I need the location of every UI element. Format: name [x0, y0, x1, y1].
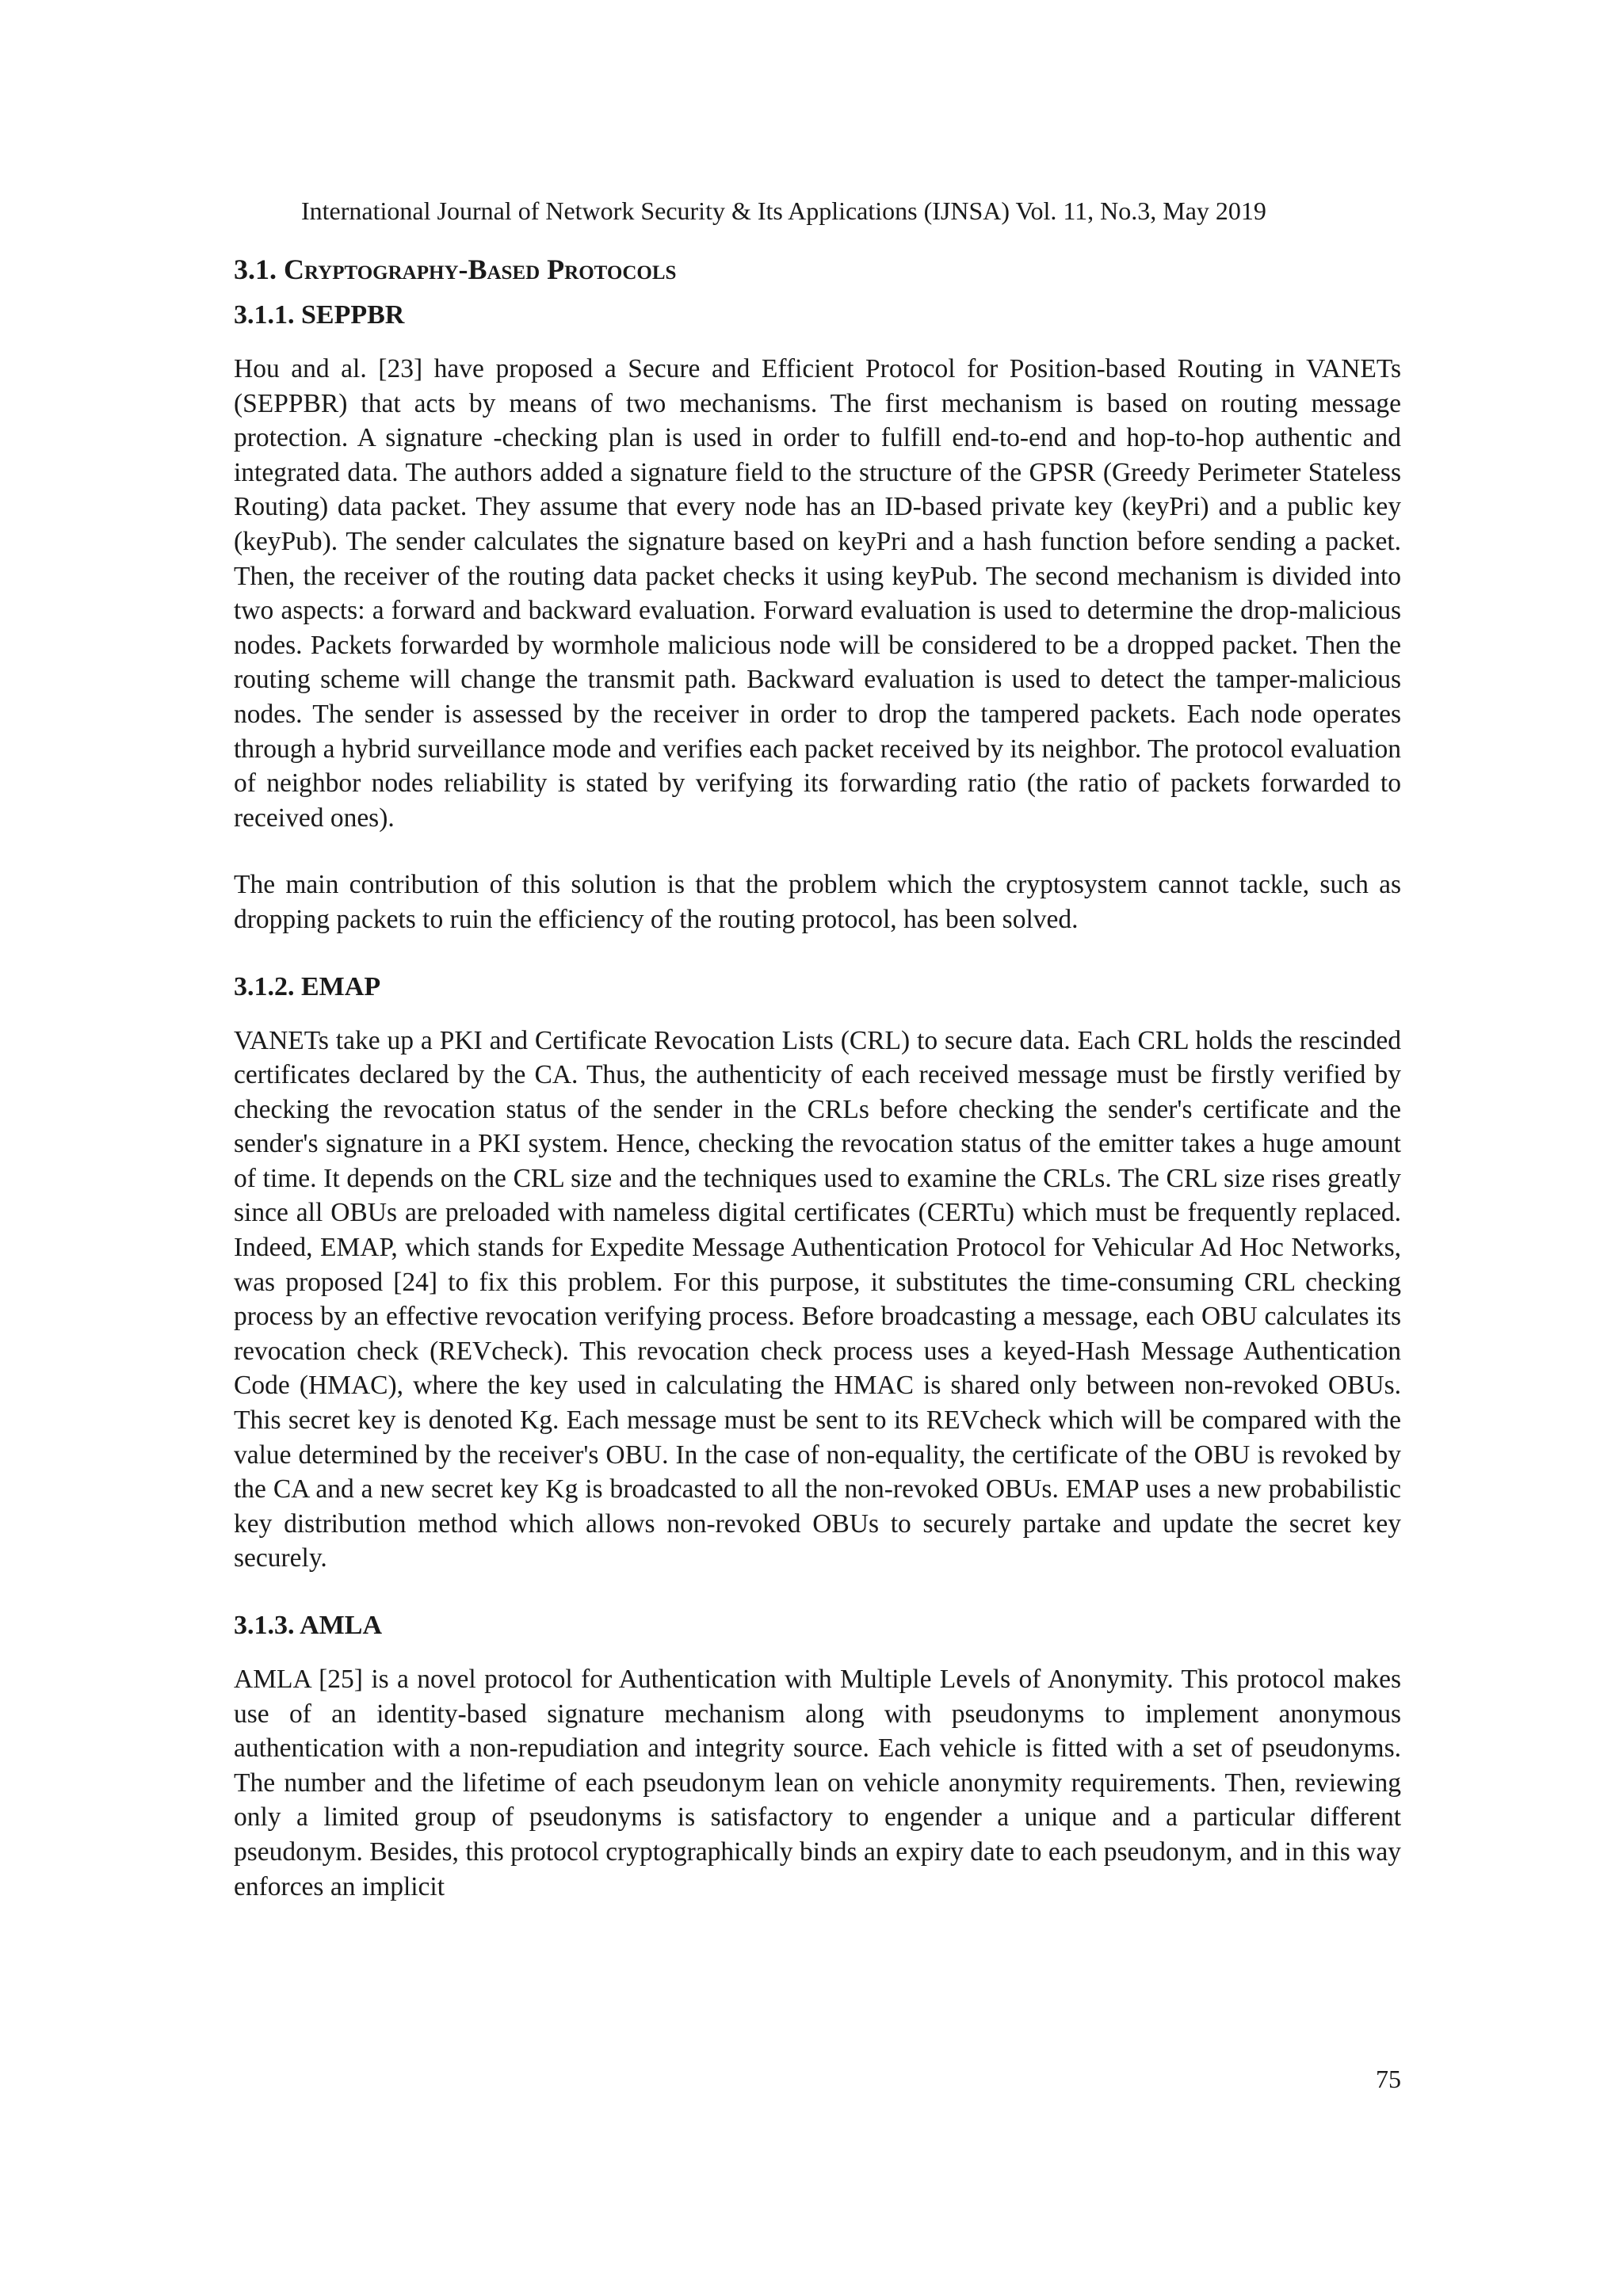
subsection-emap	[234, 970, 1401, 1577]
subsection-title: 3.1.2. EMAP	[234, 971, 381, 1001]
subsection-seppbr	[234, 298, 1401, 937]
page-number: 75	[1376, 2065, 1401, 2093]
paragraph: The main contribution of this solution is that the problem which the cryptosystem cannot tackle, such as dropping packets to ruin the efficiency of the routing protocol, has been solved.	[234, 870, 1401, 934]
subsection-title: 3.1.1. SEPPBR	[234, 300, 405, 330]
section-title: 3.1. Cryptography-Based Protocols	[234, 254, 677, 285]
article-body	[234, 288, 1401, 1936]
paragraph: AMLA [25] is a novel protocol for Authentication with Multiple Levels of Anonymity. This protocol makes use of an identity-based signature mechanism along with pseudonyms to implement anonymous authentication with a non-repudiation and integrity source. Each vehicle is fitted with a set of pseudonyms. The number and the lifetime of each pseudonym lean on vehicle anonymity requirements. Then, reviewing only a limited group of pseudonyms is satisfactory to engender a unique and a particular different pseudonym. Besides, this protocol cryptographically binds an expiry date to each pseudonym, and in this way enforces an implicit	[234, 1665, 1401, 1901]
paragraph: Hou and al. [23] have proposed a Secure and Efficient Protocol for Position-based Routing in VANETs (SEPPBR) that acts by means of two mechanisms. The first mechanism is based on routing message protection. A signature -checking plan is used in order to fulfill end-to-end and hop-to-hop authentic and integrated data. The authors added a signature field to the structure of the GPSR (Greedy Perimeter Stateless Routing) data packet. They assume that every node has an ID-based private key (keyPri) and a public key (keyPub). The sender calculates the signature based on keyPri and a hash function before sending a packet. Then, the receiver of the routing data packet checks it using keyPub. The second mechanism is divided into two aspects: a forward and backward evaluation. Forward evaluation is used to determine the drop-malicious nodes. Packets forwarded by wormhole malicious node will be considered to be a dropped packet. Then the routing scheme will change the transmit path. Backward evaluation is used to detect the tamper-malicious nodes. The sender is assessed by the receiver in order to drop the tampered packets. Each node operates through a hybrid surveillance mode and verifies each packet received by its neighbor. The protocol evaluation of neighbor nodes reliability is stated by verifying its forwarding ratio (the ratio of packets forwarded to received ones).	[234, 354, 1401, 833]
paragraph: VANETs take up a PKI and Certificate Revocation Lists (CRL) to secure data. Each CRL holds the rescinded certificates declared by the CA. Thus, the authenticity of each received message must be firstly verified by checking the revocation status of the sender in the CRLs before checking the sender's certificate and the sender's signature in a PKI system. Hence, checking the revocation status of the emitter takes a huge amount of time. It depends on the CRL size and the techniques used to examine the CRLs. The CRL size rises greatly since all OBUs are preloaded with nameless digital certificates (CERTu) which must be frequently replaced. Indeed, EMAP, which stands for Expedite Message Authentication Protocol for Vehicular Ad Hoc Networks, was proposed [24] to fix this problem. For this purpose, it substitutes the time-consuming CRL checking process by an effective revocation verifying process. Before broadcasting a message, each OBU calculates its revocation check (REVcheck). This revocation check process uses a keyed-Hash Message Authentication Code (HMAC), where the key used in calculating the HMAC is shared only between non-revoked OBUs. This secret key is denoted Kg. Each message must be sent to its REVcheck which will be compared with the value determined by the receiver's OBU. In the case of non-equality, the certificate of the OBU is revoked by the CA and a new secret key Kg is broadcasted to all the non-revoked OBUs. EMAP uses a new probabilistic key distribution method which allows non-revoked OBUs to securely partake and update the secret key securely.	[234, 1025, 1401, 1573]
subsection-amla	[234, 1608, 1401, 1904]
running-header: International Journal of Network Security & Its Applications (IJNSA) Vol. 11, No.3, May 2019	[301, 196, 1266, 225]
document-page	[234, 0, 1401, 2296]
subsection-title: 3.1.3. AMLA	[234, 1611, 382, 1640]
